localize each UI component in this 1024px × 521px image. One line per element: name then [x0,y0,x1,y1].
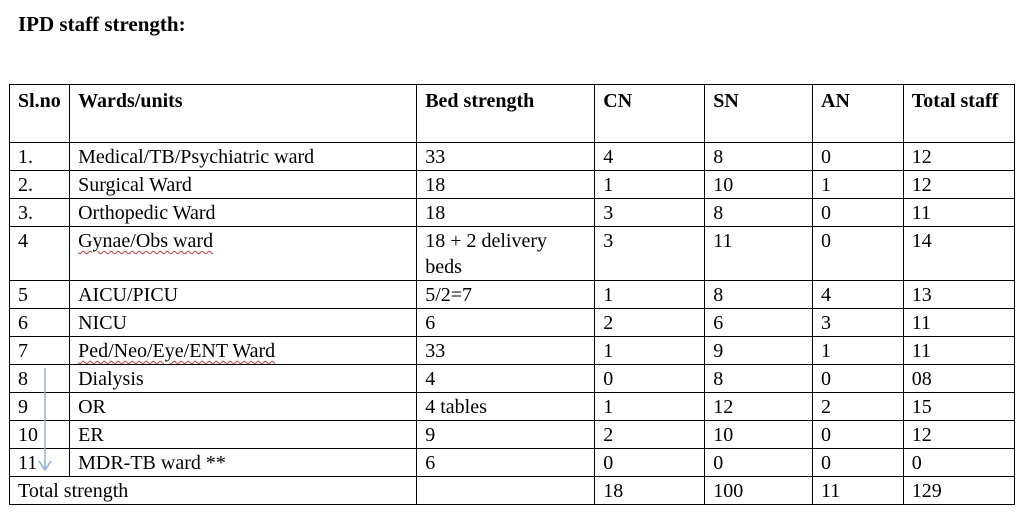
table-row [10,227,1015,281]
cell-an: 0 [813,421,904,449]
cell-an: 1 [813,171,904,199]
cell-total: 11 [903,337,1014,365]
table-row [10,171,1015,199]
cell-total: 11 [903,199,1014,227]
cell-bed-strength: 4 [417,365,595,393]
cell-an: 4 [813,281,904,309]
cell-sl-no: 1. [10,143,70,171]
cell-sn: 11 [705,227,813,281]
total-staff: 129 [903,477,1014,505]
cell-total: 12 [903,171,1014,199]
cell-sn: 8 [705,143,813,171]
staff-table [9,84,1015,505]
cell-bed-strength: 33 [417,337,595,365]
total-label: Total strength [10,477,417,505]
cell-bed-strength: 18 + 2 delivery beds [417,227,595,281]
table-row [10,281,1015,309]
cell-sl-no: 10 [10,421,70,449]
cell-total: 0 [903,449,1014,477]
cell-ward: AICU/PICU [70,281,417,309]
cell-total: 14 [903,227,1014,281]
cell-ward: MDR-TB ward ** [70,449,417,477]
cell-bed-strength: 9 [417,421,595,449]
table-row [10,393,1015,421]
cell-total: 15 [903,393,1014,421]
cell-sn: 8 [705,365,813,393]
table-row [10,337,1015,365]
cell-sn: 12 [705,393,813,421]
cell-ward: Surgical Ward [70,171,417,199]
cell-cn: 3 [595,227,705,281]
cell-sl-no: 11 [10,449,70,477]
cell-total: 12 [903,143,1014,171]
cell-cn: 1 [595,281,705,309]
total-an: 11 [813,477,904,505]
cell-sl-no: 5 [10,281,70,309]
cell-bed-strength: 6 [417,309,595,337]
cell-ward: Medical/TB/Psychiatric ward [70,143,417,171]
cell-total: 12 [903,421,1014,449]
total-bed-strength [417,477,595,505]
cell-an: 3 [813,309,904,337]
cell-sn: 10 [705,421,813,449]
cell-bed-strength: 33 [417,143,595,171]
cell-sl-no: 9 [10,393,70,421]
table-row [10,421,1015,449]
cell-an: 0 [813,227,904,281]
cell-an: 0 [813,365,904,393]
cell-cn: 4 [595,143,705,171]
cell-cn: 0 [595,365,705,393]
cell-sn: 8 [705,199,813,227]
cell-ward: Dialysis [70,365,417,393]
cell-sl-no: 7 [10,337,70,365]
cell-cn: 3 [595,199,705,227]
cell-an: 0 [813,199,904,227]
cell-ward: NICU [70,309,417,337]
table-row [10,309,1015,337]
cell-an: 1 [813,337,904,365]
cell-bed-strength: 18 [417,171,595,199]
cell-an: 2 [813,393,904,421]
header-bed-strength: Bed strength [417,85,595,143]
spellcheck-underlined-text: Ped/Neo/Eye/ENT Ward [78,340,276,362]
cell-total: 08 [903,365,1014,393]
cell-sn: 0 [705,449,813,477]
cell-sn: 9 [705,337,813,365]
table-row [10,449,1015,477]
table-row [10,143,1015,171]
cell-an: 0 [813,449,904,477]
cell-total: 11 [903,309,1014,337]
cell-bed-strength: 18 [417,199,595,227]
total-sn: 100 [705,477,813,505]
cell-sl-no: 4 [10,227,70,281]
cell-sn: 6 [705,309,813,337]
header-wards-units: Wards/units [70,85,417,143]
cell-bed-strength: 4 tables [417,393,595,421]
cell-sl-no: 8 [10,365,70,393]
table-row [10,365,1015,393]
cell-ward: OR [70,393,417,421]
header-sn: SN [705,85,813,143]
header-total-staff: Total staff [903,85,1014,143]
table-header-row [10,85,1015,143]
cell-sn: 8 [705,281,813,309]
cell-bed-strength: 5/2=7 [417,281,595,309]
total-row [10,477,1015,505]
cell-ward: ER [70,421,417,449]
spellcheck-underlined-text: Gynae/Obs ward [78,230,214,252]
cell-bed-strength: 6 [417,449,595,477]
cell-ward: Orthopedic Ward [70,199,417,227]
cell-sl-no: 3. [10,199,70,227]
cell-cn: 1 [595,171,705,199]
cell-cn: 1 [595,337,705,365]
cell-sl-no: 2. [10,171,70,199]
header-sl-no: Sl.no [10,85,70,143]
cell-cn: 2 [595,309,705,337]
cell-cn: 1 [595,393,705,421]
page-title: IPD staff strength: [18,12,186,36]
cell-ward [70,227,417,281]
header-an: AN [813,85,904,143]
cell-total: 13 [903,281,1014,309]
cell-sl-no: 6 [10,309,70,337]
cell-sn: 10 [705,171,813,199]
cell-an: 0 [813,143,904,171]
cell-cn: 2 [595,421,705,449]
total-cn: 18 [595,477,705,505]
table-row [10,199,1015,227]
cell-cn: 0 [595,449,705,477]
header-cn: CN [595,85,705,143]
cell-ward [70,337,417,365]
